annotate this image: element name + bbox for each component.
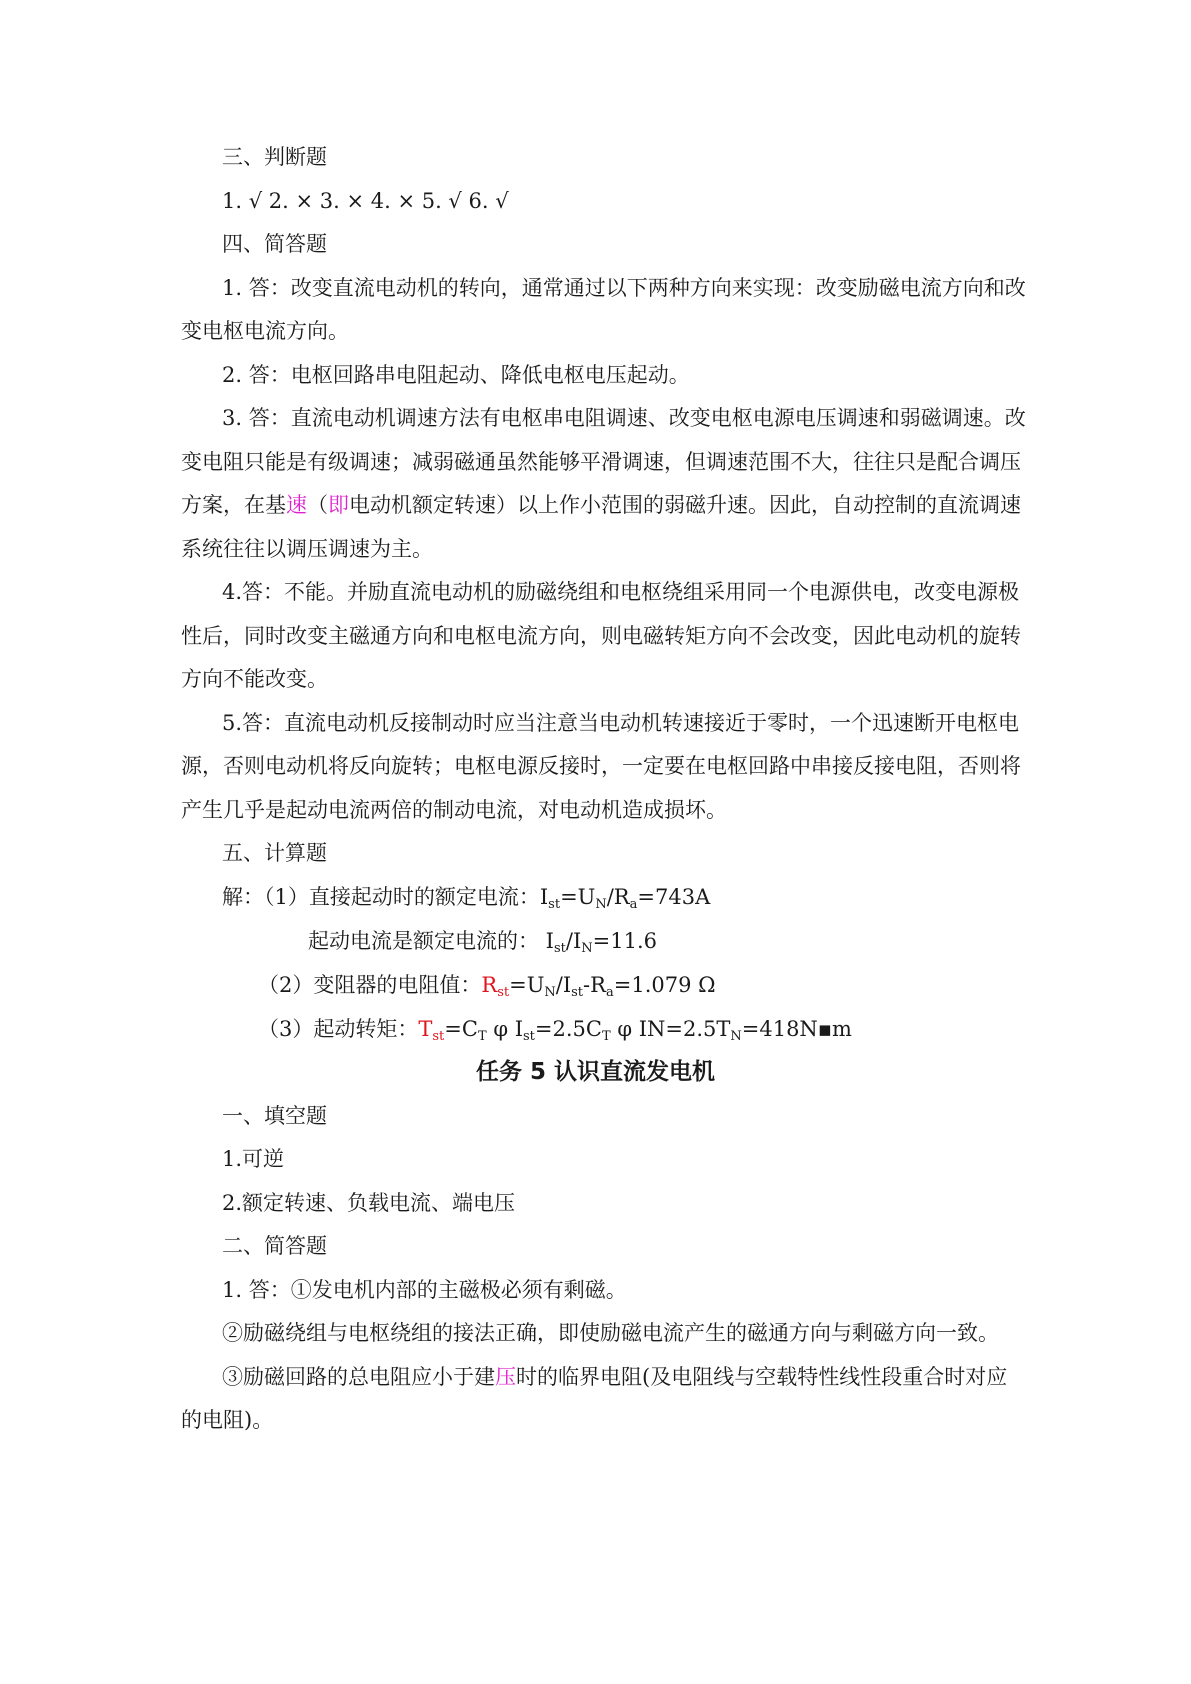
answer-5-line-1: 5.答：直流电动机反接制动时应当注意当电动机转速接近于零时，一个迅速断开电枢电 [222, 711, 1020, 735]
short-answer-line-3: ③励磁回路的总电阻应小于建压时的临界电阻(及电阻线与空载特性线性段重合时对应 [222, 1365, 1008, 1389]
judgement-answers: 1. √ 2. × 3. × 4. × 5. √ 6. √ [222, 189, 509, 213]
short-answer-line-2: ②励磁绕组与电枢绕组的接法正确，即使励磁电流产生的磁通方向与剩磁方向一致。 [222, 1321, 999, 1345]
answer-3-line-1: 3. 答：直流电动机调速方法有电枢串电阻调速、改变电枢电源电压调速和弱磁调速。改 [222, 406, 1026, 430]
short-answer-line-1: 1. 答：①发电机内部的主磁极必须有剩磁。 [222, 1278, 627, 1302]
answer-5-line-2: 源，否则电动机将反向旋转；电枢电源反接时，一定要在电枢回路中串接反接电阻，否则将 [181, 754, 1021, 778]
highlight-text: R [481, 973, 498, 997]
answer-1-line-1: 1. 答：改变直流电动机的转向，通常通过以下两种方向来实现：改变励磁电流方向和改 [222, 276, 1026, 300]
highlight-text: 即 [328, 493, 349, 517]
section-heading-short-answer-2: 二、简答题 [222, 1234, 327, 1258]
section-heading-calculation: 五、计算题 [222, 841, 327, 865]
section-heading-judgement: 三、判断题 [222, 145, 327, 169]
calc-1b: 起动电流是额定电流的： $I_{st}/I_N=11.6$ [308, 929, 657, 956]
section-heading-short-answer: 四、简答题 [222, 232, 327, 256]
answer-4-line-1: 4.答：不能。并励直流电动机的励磁绕组和电枢绕组采用同一个电源供电，改变电源极 [222, 580, 1020, 604]
answer-3-line-4: 系统往往以调压调速为主。 [181, 537, 433, 561]
answer-3-line-2: 变电阻只能是有级调速；减弱磁通虽然能够平滑调速，但调速范围不大，往往只是配合调压 [181, 450, 1021, 474]
answer-4-line-2: 性后，同时改变主磁通方向和电枢电流方向，则电磁转矩方向不会改变，因此电动机的旋转 [181, 624, 1021, 648]
calc-3: （3）起动转矩：$T_{st}=C_T$ φ $I_{st}=2.5C_T$ φ $IN=2.5T_N=418N▪m$ [258, 1017, 852, 1044]
answer-5-line-3: 产生几乎是起动电流两倍的制动电流，对电动机造成损坏。 [181, 798, 727, 822]
highlight-text: T [418, 1017, 433, 1041]
calc-2: （2）变阻器的电阻值：$R_{st}=U_N/I_{st}-R_a=1.079$ Ω [258, 973, 716, 1000]
fill-answer-2: 2.额定转速、负载电流、端电压 [222, 1191, 516, 1215]
task-title: 任务 5 认识直流发电机 [475, 1059, 716, 1085]
highlight-text: 速 [286, 493, 307, 517]
answer-4-line-3: 方向不能改变。 [181, 667, 328, 691]
fill-answer-1: 1.可逆 [222, 1147, 285, 1171]
answer-3-line-3: 方案，在基速（即电动机额定转速）以上作小范围的弱磁升速。因此，自动控制的直流调速 [181, 493, 1021, 517]
answer-1-line-2: 变电枢电流方向。 [181, 319, 349, 343]
calc-1: 解：（1）直接起动时的额定电流：$I_{st}=U_N/R_a=743A$ [222, 885, 711, 912]
highlight-text: 压 [495, 1365, 516, 1389]
section-heading-fill-in: 一、填空题 [222, 1104, 327, 1128]
short-answer-line-4: 的电阻)。 [181, 1408, 274, 1432]
answer-2-line-1: 2. 答：电枢回路串电阻起动、降低电枢电压起动。 [222, 363, 690, 387]
